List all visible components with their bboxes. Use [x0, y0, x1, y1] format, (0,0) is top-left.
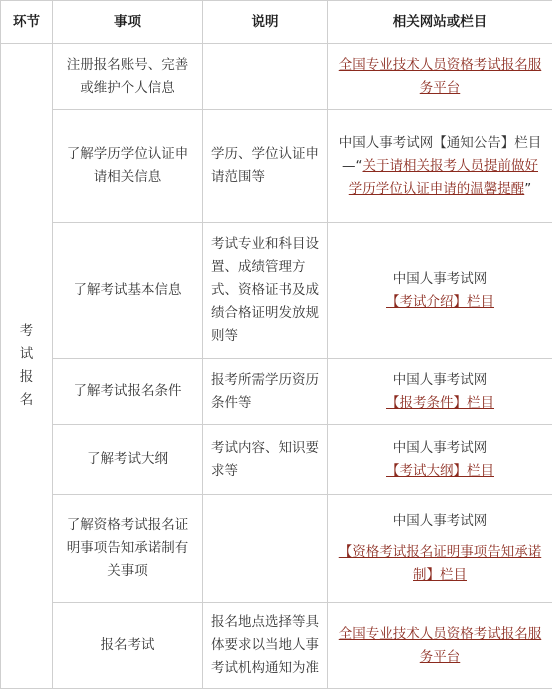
site-text: 中国人事考试网: [392, 270, 488, 287]
site-cell: [328, 110, 552, 223]
site-link[interactable]: 关于请相关报考人员提前做好学历学位认证申请的温馨提醒: [348, 157, 538, 197]
site-cell: [328, 223, 552, 359]
site-text: 中国人事考试网: [392, 513, 488, 529]
header-item: 事项: [53, 1, 203, 44]
item-cell: 了解学历学位认证申请相关信息: [53, 110, 203, 223]
table-row: [1, 603, 552, 689]
stage-char: 名: [19, 392, 34, 408]
site-text: 中国人事考试网: [392, 439, 488, 456]
stage-char: 试: [19, 346, 34, 362]
item-cell: 了解考试大纲: [53, 425, 203, 495]
table-row: [1, 44, 552, 110]
desc-cell: [203, 495, 328, 603]
site-cell: [328, 359, 552, 425]
header-row: [1, 1, 552, 44]
item-cell: 了解考试报名条件: [53, 359, 203, 425]
item-cell: 了解考试基本信息: [53, 223, 203, 359]
site-cell: [328, 495, 552, 603]
header-desc: 说明: [203, 1, 328, 44]
header-site: 相关网站或栏目: [328, 1, 552, 44]
site-text: 中国人事考试网【通知公告】栏目—“: [338, 134, 542, 174]
desc-cell: [203, 44, 328, 110]
desc-cell: 报名地点选择等具体要求以当地人事考试机构通知为准: [203, 603, 328, 689]
item-cell: 了解资格考试报名证明事项告知承诺制有关事项: [53, 495, 203, 603]
site-link[interactable]: 【资格考试报名证明事项告知承诺制】栏目: [338, 544, 542, 583]
site-link[interactable]: 全国专业技术人员资格考试报名服务平台: [338, 625, 542, 665]
site-cell: [328, 603, 552, 689]
site-cell: [328, 425, 552, 495]
site-suffix: ”: [524, 180, 532, 197]
desc-cell: 学历、学位认证申请范围等: [203, 110, 328, 223]
header-stage: 环节: [1, 1, 53, 44]
desc-cell: 考试专业和科目设置、成绩管理方式、资格证书及成绩合格证明发放规则等: [203, 223, 328, 359]
table-row: [1, 425, 552, 495]
site-link[interactable]: 【报考条件】栏目: [386, 394, 494, 411]
stage-char: 考: [19, 323, 34, 339]
stage-cell: [1, 44, 53, 689]
site-cell: [328, 44, 552, 110]
table-row: [1, 359, 552, 425]
site-link[interactable]: 【考试大纲】栏目: [386, 462, 494, 479]
site-text: 中国人事考试网: [392, 371, 488, 388]
desc-cell: 考试内容、知识要求等: [203, 425, 328, 495]
desc-cell: 报考所需学历资历条件等: [203, 359, 328, 425]
table-row: [1, 110, 552, 223]
table-row: [1, 495, 552, 603]
table-row: [1, 223, 552, 359]
site-link[interactable]: 全国专业技术人员资格考试报名服务平台: [338, 56, 542, 96]
item-cell: 注册报名账号、完善或维护个人信息: [53, 44, 203, 110]
stage-char: 报: [19, 369, 34, 385]
item-cell: 报名考试: [53, 603, 203, 689]
site-link[interactable]: 【考试介绍】栏目: [386, 293, 494, 310]
